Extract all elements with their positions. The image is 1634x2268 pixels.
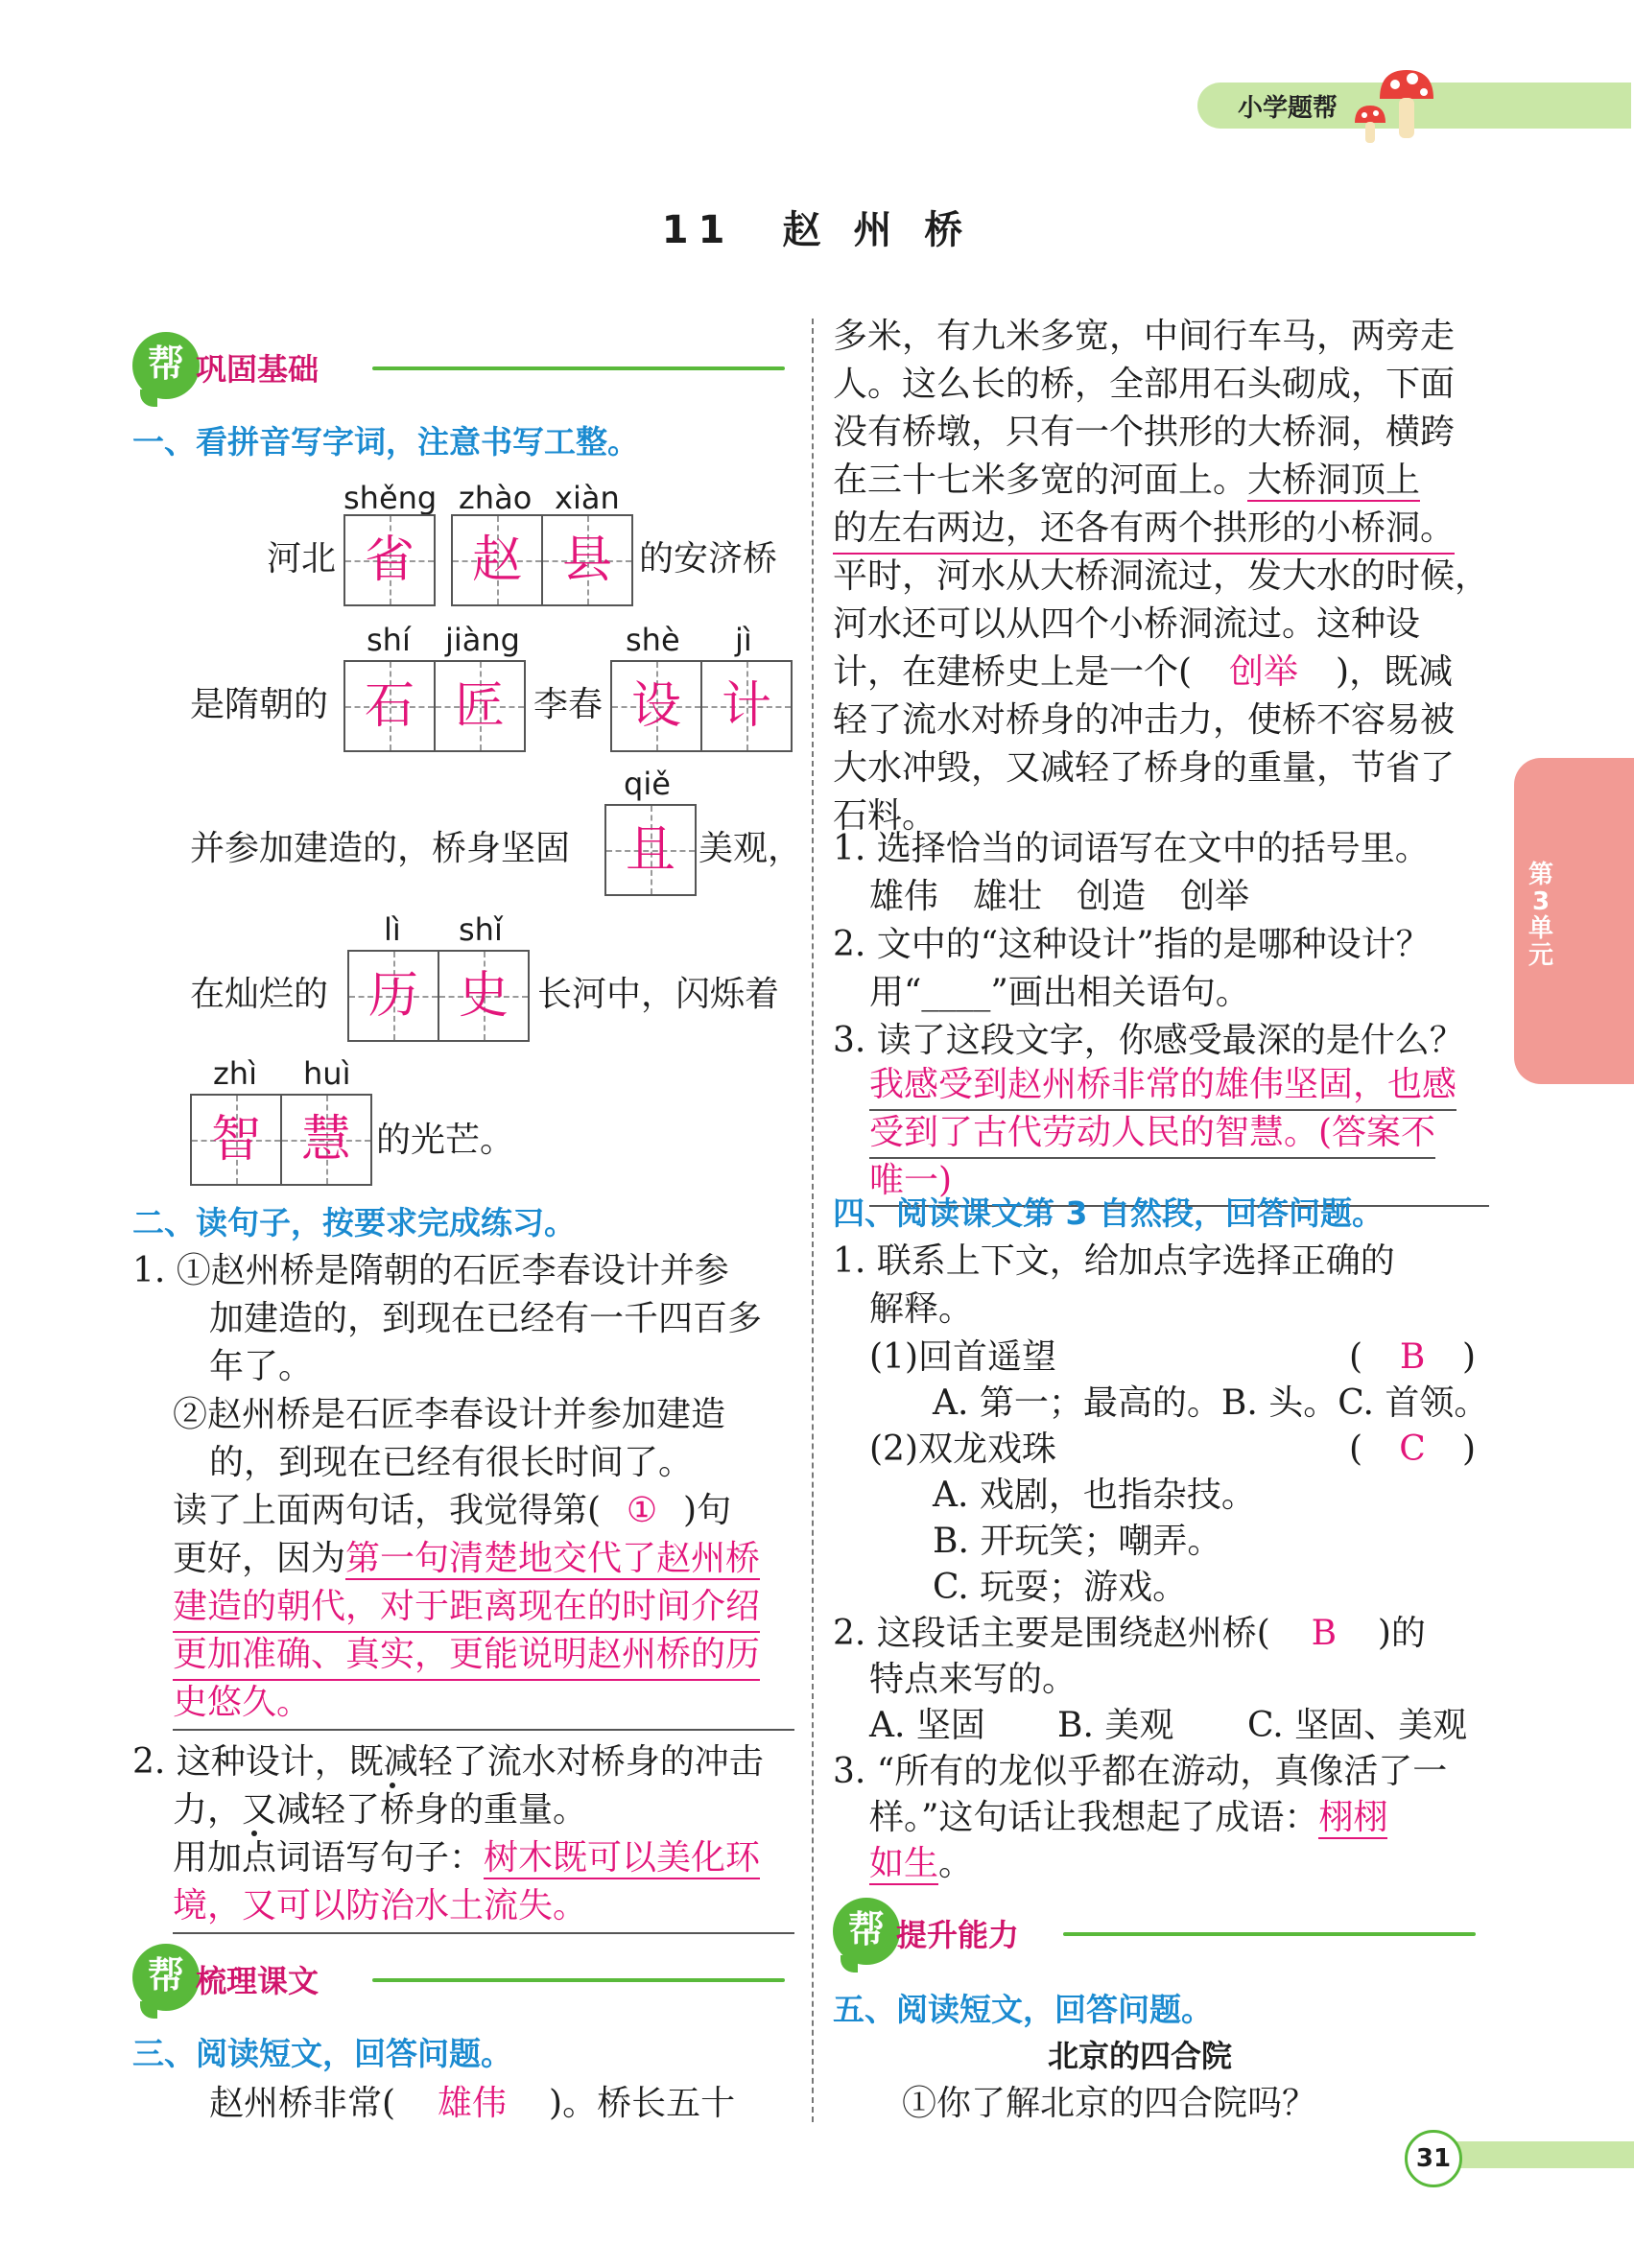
answer-char: 匠 [454,677,505,735]
pinyin: huì [303,1055,351,1092]
pinyin: shè [626,622,680,658]
word-option: 创举 [1180,877,1250,916]
word-option: 雄伟 [869,877,939,916]
answer-char: 慧 [300,1111,351,1169]
q3-line0-pre: 赵州桥非常( [209,2084,396,2123]
underlined-sentence: 大桥洞顶上 [1247,461,1421,500]
tianzige-box[interactable] [343,514,436,606]
section-label: 梳理课文 [196,1963,320,1999]
answer-text[interactable]: 史悠久。 [173,1683,312,1722]
pinyin: jiàng [445,622,520,658]
q1-row3-pre: 并参加建造的，桥身坚固 [190,829,571,868]
tianzige-box[interactable] [451,514,633,606]
answer-text[interactable]: 建造的朝代，对于距离现在的时间介绍 [173,1583,760,1633]
q4-sub3-line: 3. “所有的龙似乎都在游动，真像活了一 [833,1752,1448,1791]
q1-row4-pre: 在灿烂的 [190,975,329,1014]
section-line [372,366,785,370]
q4-p2-option: A. 戏剧，也指杂技。 [933,1476,1256,1515]
section-badge: 帮 [132,332,200,399]
answer-char: 历 [367,967,418,1025]
q2-item2-ask-line [173,1834,760,1882]
answer-char: 史 [458,967,509,1025]
q4-sub3-line3 [869,1840,973,1888]
pinyin: lì [384,911,401,948]
q2-ask-post: )句 [683,1491,732,1530]
page-number: 31 [1405,2130,1462,2187]
q3-para2-line: 河水还可以从四个小桥洞流过。这种设 [833,604,1421,644]
answer-char: 石 [364,677,414,735]
q3-heading: 三、阅读短文，回答问题。 [132,2035,512,2072]
answer-text[interactable]: 更加准确、真实，更能说明赵州桥的历 [173,1631,760,1681]
word-option: 雄壮 [973,877,1043,916]
q2-reason-pre: 更好，因为 [173,1539,346,1578]
section-header-review [132,1944,785,2011]
pinyin: zhào [459,480,533,516]
pinyin: qiě [624,766,671,802]
q2-s2-line: 的，到现在已经有很长时间了。 [209,1443,694,1482]
q3-para3-line: 大水冲毁，又减轻了桥身的重量，节省了 [833,748,1456,788]
q4-sub2-line [833,1610,1426,1658]
brand-label: 小学题帮 [1238,94,1338,123]
q1-row3-post: 美观， [699,829,803,868]
q2-ask [173,1487,731,1535]
section-line [372,1978,785,1982]
pinyin: shǐ [459,911,503,948]
q1-heading: 一、看拼音写字词，注意书写工整。 [132,423,639,461]
q1-row4-post: 长河中，闪烁着 [537,975,780,1014]
answer-text[interactable]: 栩栩 [1318,1798,1388,1837]
section-line [1063,1932,1476,1936]
q3-blank-answer[interactable]: 创举 [1229,652,1299,692]
q3-ul-pre: 在三十七米多宽的河面上。 [833,461,1248,500]
answer-char: 赵 [471,532,522,589]
q3-line0-post: )。桥长五十 [549,2084,736,2123]
q1-row2-pre: 是隋朝的 [190,685,329,724]
q4-p2-bracket: ( C ) [1349,1426,1476,1474]
answer-char: 设 [630,677,681,735]
underlined-sentence: 的左右两边，还各有两个拱形的小桥洞。 [833,505,1455,555]
q4-p2-option: B. 开玩笑；嘲弄。 [933,1522,1222,1561]
answer-line [173,1729,794,1731]
section-header-consolidate [132,332,785,399]
answer-text[interactable]: 唯一) [869,1161,953,1200]
page-title: 11 赵 州 桥 [661,208,973,252]
q2-ask-pre: 读了上面两句话，我觉得第( [173,1491,602,1530]
word-option: 创造 [1077,877,1147,916]
pinyin: zhì [213,1055,257,1092]
pinyin: jì [735,622,752,658]
section-label: 提升能力 [896,1917,1020,1953]
unit-tab-label: 第3单元 [1527,861,1553,970]
tianzige-box[interactable] [190,1094,372,1186]
mushroom-icon [1351,56,1466,148]
q3-para3-line: 轻了流水对桥身的冲击力，使桥不容易被 [833,700,1456,740]
q3-sub2-line: 用“____”画出相关语句。 [869,973,1250,1012]
pinyin: xiàn [555,480,620,516]
q4-sub2-option: C. 坚固、美观 [1247,1706,1468,1745]
q2-item2-line: 力，又减轻了桥身的重量。 [173,1790,588,1830]
answer-char: 县 [561,532,612,589]
q2-ask-answer[interactable]: ① [626,1491,658,1530]
answer-char: 且 [625,821,675,879]
q3-sub3: 3. 读了这段文字，你感受最深的是什么？ [833,1021,1464,1060]
answer-line [173,1932,794,1934]
answer-char: 智 [210,1111,261,1169]
q3-para-line: 人。这么长的桥，全部用石头砌成，下面 [833,365,1456,404]
column-divider [812,319,814,2122]
pinyin: shí [367,622,411,658]
article-title: 北京的四合院 [1048,2038,1233,2074]
tianzige-box[interactable] [343,660,526,752]
q2-reason-line [173,1535,760,1583]
tianzige-box[interactable] [347,950,530,1042]
q4-sub3-ask: 样。”这句话让我想起了成语： [869,1798,1319,1837]
q4-sub3-line2 [869,1794,1387,1842]
q4-sub2-post: )的 [1377,1614,1426,1653]
q2-item2-ask: 用加点词语写句子： [173,1838,485,1878]
q4-sub2-answer[interactable]: B [1311,1614,1338,1653]
article-first-line: ①你了解北京的四合院吗？ [902,2084,1317,2123]
pinyin: shěng [343,480,438,516]
q2-item2-line: 2. 这种设计，既减轻了流水对桥身的冲击 [132,1742,764,1782]
q4-sub3-end: 。 [938,1844,974,1883]
answer-text[interactable]: 第一句清楚地交代了赵州桥 [345,1539,761,1578]
tianzige-box[interactable] [610,660,793,752]
q2-s2-line: ②赵州桥是石匠李春设计并参加建造 [173,1395,726,1434]
q1-row2-mid: 李春 [533,685,604,724]
section-header-improve [833,1898,1476,1965]
tianzige-box[interactable] [604,804,697,896]
q3-word-list [869,873,1249,921]
q2-s1-line: 加建造的，到现在已经有一千四百多 [209,1299,763,1338]
q2-s1-line: 1. ①赵州桥是隋朝的石匠李春设计并参 [132,1251,729,1290]
q4-p2-question: (2)双龙戏珠 [869,1429,1056,1469]
section-badge: 帮 [132,1944,200,2011]
q4-p1-question: (1)回首遥望 [869,1337,1056,1377]
q3-blank-line [833,649,1453,697]
section-badge: 帮 [833,1898,900,1965]
q4-p1-answer[interactable]: B [1399,1337,1426,1377]
q4-sub1-line: 解释。 [869,1289,974,1329]
q3-para3-line: 石料。 [833,796,937,836]
answer-char: 计 [721,677,771,735]
q4-sub2-pre: 2. 这段话主要是围绕赵州桥( [833,1614,1270,1653]
q4-p1-options: A. 第一；最高的。B. 头。C. 首领。 [933,1383,1489,1423]
q4-p2-option: C. 玩耍；游戏。 [933,1568,1188,1607]
q1-row1-post: 的安济桥 [639,539,778,579]
answer-char: 省 [364,532,414,589]
answer-text[interactable]: 如生 [869,1844,939,1883]
q3-para-line: 没有桥墩，只有一个拱形的大桥洞，横跨 [833,413,1456,452]
q4-heading: 四、阅读课文第 3 自然段，回答问题。 [833,1194,1384,1232]
q3-para-line: 多米，有九米多宽，中间行车马，两旁走 [833,317,1456,356]
q2-s1-line: 年了。 [209,1347,314,1386]
q3-line0-answer[interactable]: 雄伟 [438,2084,508,2123]
q5-heading: 五、阅读短文，回答问题。 [833,1991,1213,2028]
emphasis-dot [390,1783,395,1788]
q3-ul-line [833,457,1420,505]
section-label: 巩固基础 [196,351,320,388]
q4-p2-answer[interactable]: C [1399,1429,1426,1469]
q4-sub2-line2: 特点来写的。 [869,1660,1077,1699]
q3-sub1: 1. 选择恰当的词语写在文中的括号里。 [833,829,1430,868]
q4-sub2-option: B. 美观 [1057,1706,1174,1745]
q3-sub2-line: 2. 文中的“这种设计”指的是哪种设计？ [833,925,1431,964]
q3-line0 [209,2080,735,2128]
answer-text[interactable]: 我感受到赵州桥非常的雄伟坚固，也感 [869,1061,1456,1111]
q4-sub1-line: 1. 联系上下文，给加点字选择正确的 [833,1241,1395,1281]
q1-row5-post: 的光芒。 [376,1121,515,1160]
answer-text[interactable]: 树木既可以美化环 [484,1838,761,1878]
q3-para2-line: 平时，河水从大桥洞流过，发大水的时候， [833,556,1490,596]
q3-blank-pre: 计，在建桥史上是一个( [833,652,1193,692]
q3-blank-post: )，既减 [1336,652,1454,692]
q1-row1-pre: 河北 [267,539,337,579]
q4-sub2-option: A. 坚固 [869,1706,985,1745]
answer-text[interactable]: 境，又可以防治水土流失。 [173,1886,588,1925]
answer-text[interactable]: 受到了古代劳动人民的智慧。(答案不 [869,1109,1435,1159]
q4-p1-bracket: ( B ) [1349,1334,1476,1382]
q2-heading: 二、读句子，按要求完成练习。 [132,1204,576,1241]
